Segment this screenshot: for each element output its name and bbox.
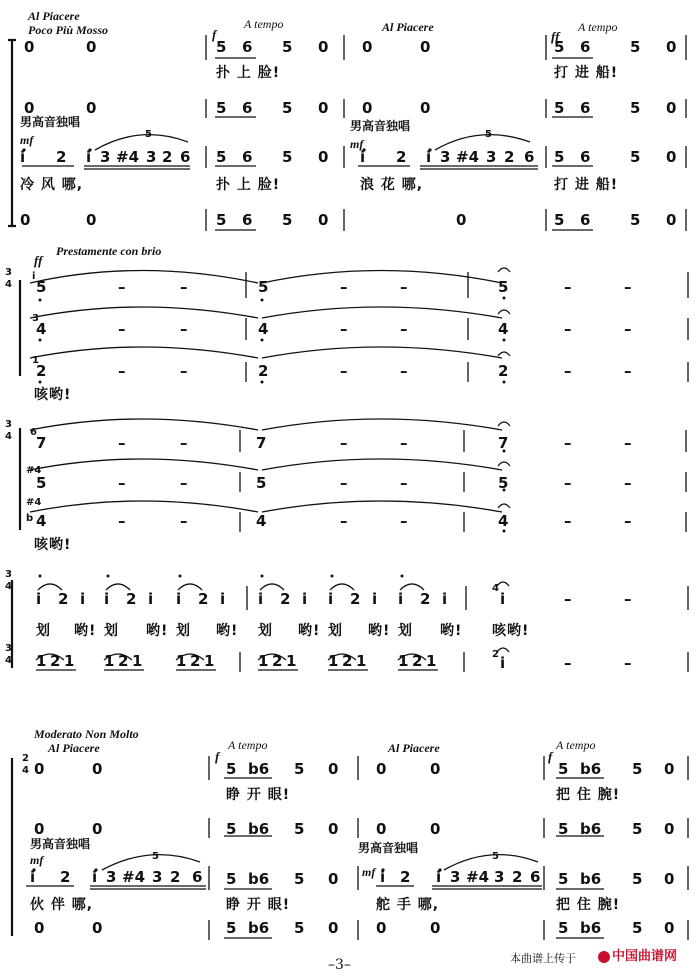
solo-label: 男高音独唱 [358, 841, 419, 855]
lyric: 哟! [298, 623, 321, 639]
grace-note: 3 [32, 313, 39, 324]
note: 0 [86, 211, 97, 229]
note: 5 [554, 148, 565, 166]
note: 6 [180, 148, 191, 166]
note: i [426, 148, 432, 166]
note: 0 [86, 38, 97, 56]
solo-label: 男高音独唱 [20, 115, 81, 129]
note: 0 [328, 870, 339, 888]
note: 0 [664, 760, 675, 778]
tempo-marking: A tempo [556, 738, 596, 752]
note: b6 [580, 760, 602, 778]
dynamic-marking: mf [30, 853, 44, 867]
note: 2 [412, 652, 423, 670]
note: 2 [512, 868, 523, 886]
note: 0 [34, 919, 45, 937]
note: 5 [630, 99, 641, 117]
dash: – [180, 278, 188, 296]
note: 0 [376, 820, 387, 838]
note: 5 [558, 870, 569, 888]
note: 2 [170, 868, 181, 886]
note: 0 [430, 820, 441, 838]
note: 2 [258, 362, 269, 380]
note: 4 [36, 512, 47, 530]
lyric: 划 [176, 623, 191, 639]
time-signature-top: 3 [5, 643, 12, 654]
grace-note: #4 [26, 465, 42, 476]
dynamic-marking: mf [350, 137, 364, 151]
lyric: 扑 上 脸! [216, 177, 281, 193]
note: 5 [282, 38, 293, 56]
dash: – [624, 434, 632, 452]
note: b6 [580, 919, 602, 937]
note: 5 [294, 820, 305, 838]
dash: – [400, 474, 408, 492]
time-signature-top: 3 [5, 569, 12, 580]
note: #4 [456, 148, 480, 166]
note: 4 [498, 320, 509, 338]
dash: – [118, 278, 126, 296]
note: 1 [132, 652, 143, 670]
dash: – [564, 512, 572, 530]
note: 6 [242, 211, 253, 229]
note: 5 [216, 38, 227, 56]
dash: – [624, 362, 632, 380]
dash: – [340, 320, 348, 338]
note: i [360, 148, 366, 166]
tempo-marking: Moderato Non Molto [34, 727, 139, 741]
note: 2 [420, 590, 431, 608]
note: 2 [58, 590, 69, 608]
dash: – [118, 434, 126, 452]
lyric: 划 [398, 623, 413, 639]
note: 5 [294, 919, 305, 937]
dash: – [564, 320, 572, 338]
note: 2 [280, 590, 291, 608]
dash: – [400, 362, 408, 380]
note: 6 [242, 99, 253, 117]
lyric: 把 住 腕! [556, 787, 621, 803]
note: 6 [580, 148, 591, 166]
lyric: 哟! [368, 623, 391, 639]
upload-notice: 本曲谱上传于 [510, 952, 576, 965]
lyric: 打 进 船! [554, 177, 619, 193]
note: #4 [122, 868, 146, 886]
note: 6 [530, 868, 541, 886]
note: 1 [426, 652, 437, 670]
dynamic-marking: f [548, 749, 553, 764]
note: 0 [666, 211, 677, 229]
lyric: 咳哟! [34, 537, 72, 553]
note: 0 [420, 99, 431, 117]
note: 1 [328, 652, 339, 670]
grace-note: i [32, 271, 36, 282]
note: 5 [216, 99, 227, 117]
dash: – [340, 278, 348, 296]
dash: – [118, 362, 126, 380]
note: 3 [450, 868, 461, 886]
grace-note: #4 [26, 497, 42, 508]
dash: – [624, 512, 632, 530]
note: 5 [632, 919, 643, 937]
tempo-marking: Al Piacere [48, 741, 100, 755]
note: i [500, 590, 506, 608]
note: 5 [498, 278, 509, 296]
note: 1 [258, 652, 269, 670]
note: b6 [248, 820, 270, 838]
dash: – [564, 434, 572, 452]
note: 2 [56, 148, 67, 166]
time-signature-top: 2 [22, 753, 29, 764]
dynamic-marking: f [212, 27, 217, 42]
note: 0 [666, 38, 677, 56]
tempo-marking: Prestamente con brio [56, 244, 162, 258]
note: 5 [226, 870, 237, 888]
note: #4 [116, 148, 140, 166]
time-signature-top: 3 [5, 267, 12, 278]
note: 1 [356, 652, 367, 670]
note: 0 [34, 760, 45, 778]
solo-label: 男高音独唱 [350, 119, 411, 133]
note: 5 [558, 820, 569, 838]
note: i [148, 590, 154, 608]
note: 0 [34, 820, 45, 838]
tuplet-number: 5 [492, 851, 499, 862]
note: 0 [318, 211, 329, 229]
note: 4 [258, 320, 269, 338]
note: 0 [328, 919, 339, 937]
page-number: –3– [328, 957, 351, 973]
lyric: 划 [36, 623, 51, 639]
note: b6 [248, 870, 270, 888]
note: 5 [558, 760, 569, 778]
dash: – [564, 590, 572, 608]
note: i [436, 868, 442, 886]
note: 5 [226, 919, 237, 937]
lyric: 浪 花 哪, [360, 177, 424, 193]
note: i [398, 590, 404, 608]
note: 0 [664, 820, 675, 838]
dash: – [340, 474, 348, 492]
dash: – [118, 474, 126, 492]
note: 0 [92, 760, 103, 778]
note: 5 [630, 148, 641, 166]
logo-icon [598, 951, 610, 963]
note: 5 [554, 211, 565, 229]
note: 2 [272, 652, 283, 670]
note: 0 [666, 148, 677, 166]
lyric: 冷 风 哪, [20, 177, 84, 193]
note: 4 [498, 512, 509, 530]
note: 0 [86, 99, 97, 117]
time-signature-bottom: 4 [5, 431, 12, 442]
note: 5 [216, 211, 227, 229]
note: 5 [632, 820, 643, 838]
note: 1 [36, 652, 47, 670]
dash: – [564, 278, 572, 296]
note: 0 [328, 760, 339, 778]
note: 2 [60, 868, 71, 886]
note: i [104, 590, 110, 608]
note: 2 [36, 362, 47, 380]
note: 0 [664, 919, 675, 937]
dash: – [400, 512, 408, 530]
note: i [328, 590, 334, 608]
lyric: 划 [104, 623, 119, 639]
dash: – [118, 512, 126, 530]
note: 0 [430, 760, 441, 778]
lyric: 哟! [74, 623, 97, 639]
tuplet-number: 5 [152, 851, 159, 862]
note: 6 [192, 868, 203, 886]
tempo-marking: Poco Più Mosso [28, 23, 109, 37]
time-signature-bottom: 4 [5, 655, 12, 666]
dash: – [340, 434, 348, 452]
note: 2 [118, 652, 129, 670]
note: 3 [152, 868, 163, 886]
note: 0 [666, 99, 677, 117]
lyric: 哟! [440, 623, 463, 639]
note: 2 [350, 590, 361, 608]
dynamic-marking: f [215, 749, 220, 764]
dash: – [118, 320, 126, 338]
lyric: 哟! [146, 623, 169, 639]
dash: – [180, 362, 188, 380]
logo-text: 中国曲谱网 [612, 949, 678, 964]
note: 5 [258, 278, 269, 296]
note: 0 [376, 919, 387, 937]
note: i [20, 148, 26, 166]
dash: – [180, 474, 188, 492]
note: i [176, 590, 182, 608]
note: 2 [162, 148, 173, 166]
grace-note: b [26, 513, 34, 524]
note: 0 [376, 760, 387, 778]
note: 5 [226, 820, 237, 838]
note: 6 [242, 148, 253, 166]
note: 2 [50, 652, 61, 670]
note: i [30, 868, 36, 886]
note: 7 [498, 434, 509, 452]
system1-brace [8, 40, 16, 226]
note: 5 [256, 474, 267, 492]
note: 1 [204, 652, 215, 670]
note: 0 [20, 211, 31, 229]
note: 5 [226, 760, 237, 778]
note: b6 [580, 820, 602, 838]
note: 2 [400, 868, 411, 886]
time-signature-bottom: 4 [22, 765, 29, 776]
note: 2 [504, 148, 515, 166]
dash: – [564, 474, 572, 492]
dash: – [340, 512, 348, 530]
note: 4 [256, 512, 267, 530]
note: 3 [440, 148, 451, 166]
note: 1 [398, 652, 409, 670]
tuplet-number: 5 [145, 129, 152, 140]
site-logo[interactable] [598, 950, 677, 963]
note: 0 [24, 38, 35, 56]
note: 5 [294, 870, 305, 888]
dash: – [340, 362, 348, 380]
note: 0 [362, 38, 373, 56]
dynamic-marking: mf [362, 865, 376, 879]
note: 3 [494, 868, 505, 886]
note: 5 [216, 148, 227, 166]
note: i [302, 590, 308, 608]
note: i [86, 148, 92, 166]
note: 7 [256, 434, 267, 452]
note: 5 [282, 211, 293, 229]
note: i [92, 868, 98, 886]
lyric: 睁 开 眼! [226, 787, 291, 803]
note: 5 [632, 870, 643, 888]
dash: – [180, 434, 188, 452]
note: i [220, 590, 226, 608]
note: 4 [36, 320, 47, 338]
note: 5 [36, 474, 47, 492]
note: #4 [466, 868, 490, 886]
dash: – [624, 654, 632, 672]
lyric: 咳哟! [492, 623, 530, 639]
note: 5 [282, 99, 293, 117]
note: i [380, 868, 386, 886]
dash: – [400, 278, 408, 296]
lyric: 打 进 船! [554, 65, 619, 81]
note: 6 [580, 38, 591, 56]
grace-note: 1 [32, 355, 39, 366]
note: 5 [630, 38, 641, 56]
note: 2 [190, 652, 201, 670]
note: 0 [456, 211, 467, 229]
note: 2 [126, 590, 137, 608]
note: i [80, 590, 86, 608]
note: b6 [580, 870, 602, 888]
time-signature-bottom: 4 [5, 279, 12, 290]
lyric: 划 [258, 623, 273, 639]
dynamic-marking: ff [551, 29, 560, 44]
dynamic-marking: ff [34, 253, 43, 268]
note: 5 [498, 474, 509, 492]
note: 3 [106, 868, 117, 886]
note: 6 [580, 211, 591, 229]
tempo-marking: A tempo [228, 738, 268, 752]
note: 5 [630, 211, 641, 229]
dash: – [400, 434, 408, 452]
note: 6 [242, 38, 253, 56]
note: 5 [558, 919, 569, 937]
grace-note: 6 [30, 427, 37, 438]
note: 5 [294, 760, 305, 778]
note: 0 [92, 919, 103, 937]
tempo-marking: Al Piacere [388, 741, 440, 755]
note: 0 [24, 99, 35, 117]
note: 3 [100, 148, 111, 166]
note: 7 [36, 434, 47, 452]
note: 2 [498, 362, 509, 380]
dash: – [564, 362, 572, 380]
note: 3 [486, 148, 497, 166]
note: 5 [632, 760, 643, 778]
note: 0 [318, 99, 329, 117]
note: 3 [146, 148, 157, 166]
dash: – [624, 320, 632, 338]
note: 1 [286, 652, 297, 670]
dash: – [400, 320, 408, 338]
note: b6 [248, 760, 270, 778]
note: 1 [104, 652, 115, 670]
note: i [258, 590, 264, 608]
tempo-marking: Al Piacere [28, 9, 80, 23]
dash: – [180, 320, 188, 338]
note: 5 [554, 99, 565, 117]
note: 0 [420, 38, 431, 56]
tempo-marking: A tempo [244, 17, 284, 31]
note: 0 [362, 99, 373, 117]
note: 0 [664, 870, 675, 888]
note: i [372, 590, 378, 608]
note: 5 [36, 278, 47, 296]
dynamic-marking: mf [20, 133, 34, 147]
note: 6 [580, 99, 591, 117]
note: i [36, 590, 42, 608]
grace-note: 4 [492, 583, 499, 594]
note: 0 [430, 919, 441, 937]
lyric: 咳哟! [34, 387, 72, 403]
solo-label: 男高音独唱 [30, 837, 91, 851]
dash: – [180, 512, 188, 530]
note: 6 [524, 148, 535, 166]
lyric: 把 住 腕! [556, 897, 621, 913]
tuplet-number: 5 [485, 129, 492, 140]
note: 2 [342, 652, 353, 670]
note: 0 [318, 38, 329, 56]
note: i [442, 590, 448, 608]
note: 5 [282, 148, 293, 166]
note: i [500, 654, 506, 672]
time-signature-bottom: 4 [5, 581, 12, 592]
tempo-marking: Al Piacere [382, 20, 434, 34]
dash: – [624, 590, 632, 608]
note: 0 [318, 148, 329, 166]
dash: – [624, 474, 632, 492]
tempo-marking: A tempo [578, 20, 618, 34]
note: 1 [64, 652, 75, 670]
lyric: 哟! [216, 623, 239, 639]
lyric: 舵 手 哪, [376, 897, 440, 913]
lyric: 扑 上 脸! [216, 65, 281, 81]
lyric: 伙 伴 哪, [30, 897, 94, 913]
dash: – [564, 654, 572, 672]
dash: – [624, 278, 632, 296]
note: 0 [328, 820, 339, 838]
grace-note: 2 [492, 649, 499, 660]
lyric: 睁 开 眼! [226, 897, 291, 913]
lyric: 划 [328, 623, 343, 639]
note: 0 [92, 820, 103, 838]
note: 5 [554, 38, 565, 56]
note: 2 [198, 590, 209, 608]
note: 1 [176, 652, 187, 670]
time-signature-top: 3 [5, 419, 12, 430]
note: b6 [248, 919, 270, 937]
note: 2 [396, 148, 407, 166]
